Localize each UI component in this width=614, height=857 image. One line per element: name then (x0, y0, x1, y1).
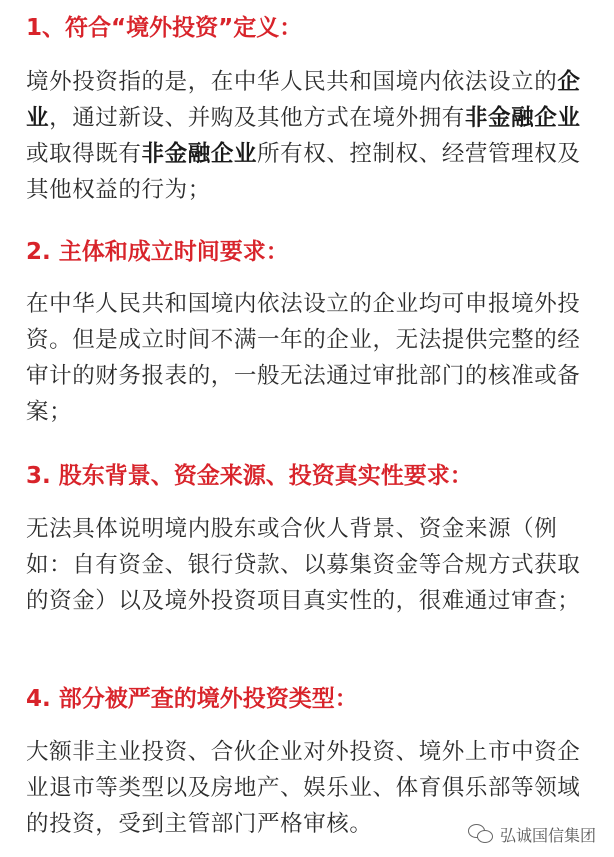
section-3-body (26, 511, 588, 619)
section-4-heading: 4. 部分被严查的境外投资类型： (26, 686, 358, 712)
section-4-text: 大额非主业投资、合伙企业对外投资、境外上市中资企业退市等类型以及房地产、娱乐业、体育俱乐部等领域的投资，受到主管部门严格审核。 (26, 739, 581, 837)
section-1-bold-3: 非金融企业 (141, 141, 258, 167)
watermark (468, 820, 596, 848)
section-1-text-1: 境外投资指的是，在中华人民共和国境内依法设立的 (26, 69, 558, 95)
section-3-heading: 3. 股东背景、资金来源、投资真实性要求： (26, 463, 473, 489)
section-2-text: 在中华人民共和国境内依法设立的企业均可申报境外投资。但是成立时间不满一年的企业，无法提供完整的经审计的财务报表的，一般无法通过审批部门的核准或备案； (26, 291, 581, 425)
section-1-text-2: ，通过新设、并购及其他方式在境外拥有 (49, 105, 465, 131)
section-1-heading: 1、符合“境外投资”定义： (26, 15, 303, 41)
section-1-body (26, 64, 588, 208)
wechat-icon (468, 824, 494, 844)
section-2-body (26, 286, 588, 430)
section-1-bold-2: 非金融企业 (464, 105, 581, 131)
watermark-text: 弘诚国信集团 (499, 825, 596, 845)
section-3-text: 无法具体说明境内股东或合伙人背景、资金来源（例如：自有资金、银行贷款、以募集资金等合规方式获取的资金）以及境外投资项目真实性的，很难通过审查； (26, 516, 581, 614)
section-1-text-4: 所有权、控制权、经营管理权及其他权益的行为； (26, 141, 581, 203)
section-2-heading: 2. 主体和成立时间要求： (26, 239, 289, 265)
section-1-bold-1: 企业 (26, 69, 581, 131)
section-1-text-3: 或取得既有 (26, 141, 142, 167)
